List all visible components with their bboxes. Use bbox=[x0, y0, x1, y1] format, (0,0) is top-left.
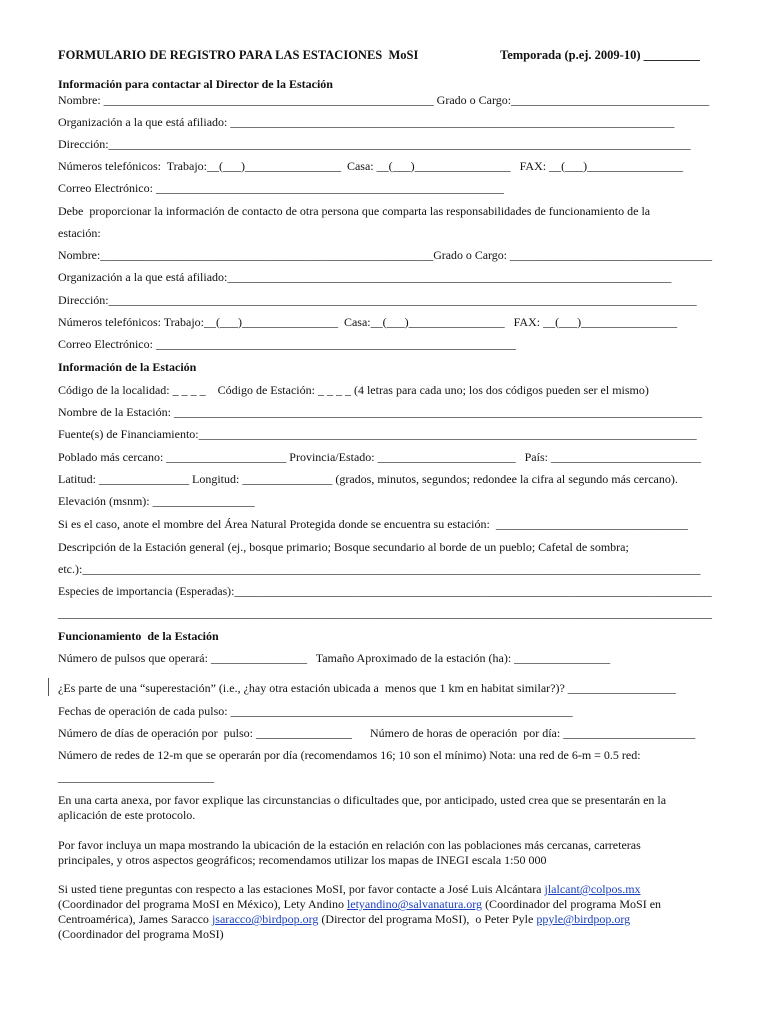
director-address-field[interactable]: Dirección:_________________________________________________________________________________________________ bbox=[58, 137, 691, 151]
species-field-cont[interactable]: _______________________________________________________________________________________________________________ bbox=[58, 606, 713, 620]
contact-line-4: (Coordinador del programa MoSI) bbox=[58, 927, 224, 941]
map-note bbox=[58, 838, 708, 868]
operation-section-heading: Funcionamiento de la Estación bbox=[58, 629, 219, 643]
annex-note-line: aplicación de este protocolo. bbox=[58, 808, 196, 822]
director-email-field[interactable]: Correo Electrónico: __________________________________________________________ bbox=[58, 181, 504, 195]
contact-line-2 bbox=[58, 897, 708, 912]
funding-field[interactable]: Fuente(s) de Financiamiento:___________________________________________________________________________________ bbox=[58, 427, 697, 441]
station-section-heading: Información de la Estación bbox=[58, 360, 197, 374]
text-cursor bbox=[48, 678, 49, 696]
email-link-alcantara[interactable]: jlalcant@colpos.mx bbox=[544, 882, 641, 896]
director-organization-field[interactable]: Organización a la que está afiliado: __________________________________________________________________________ bbox=[58, 115, 675, 129]
form-title: FORMULARIO DE REGISTRO PARA LAS ESTACIONES MoSI bbox=[58, 48, 419, 62]
director-phones-field[interactable]: Números telefónicos: Trabajo:__(___)________________ Casa: __(___)________________ FAX: __(___)________________ bbox=[58, 159, 684, 173]
contact-note bbox=[58, 882, 708, 942]
second-contact-instructions-cont: estación: bbox=[58, 226, 101, 240]
director-name-field[interactable]: Nombre: _______________________________________________________ Grado o Cargo:_________________________________ bbox=[58, 93, 710, 107]
email-link-saracco[interactable]: jsaracco@birdpop.org bbox=[211, 912, 319, 926]
station-description-label: Descripción de la Estación general (ej., bosque primario; Bosque secundario al borde de un pueblo; Cafetal de sombra; bbox=[58, 540, 629, 554]
contact-line-3 bbox=[58, 912, 708, 927]
map-note-line: principales, y otros aspectos geográficos; recomendamos utilizar los mapas de INEGI escala 1:50 000 bbox=[58, 853, 547, 867]
station-description-field[interactable]: etc.):_______________________________________________________________________________________________________ bbox=[58, 562, 701, 576]
location-fields[interactable]: Poblado más cercano: ____________________ Provincia/Estado: _______________________ País: _________________________ bbox=[58, 450, 701, 464]
annex-note bbox=[58, 793, 708, 823]
species-field[interactable]: Especies de importancia (Esperadas):_________________________________________________________________________________ bbox=[58, 584, 712, 598]
contact-text: (Coordinador del programa MoSI en bbox=[482, 897, 662, 911]
lat-lon-fields[interactable]: Latitud: _______________ Longitud: _______________ (grados, minutos, segundos; redondee la cifra al segundo más cercano). bbox=[58, 472, 678, 486]
days-hours-fields[interactable]: Número de días de operación por pulso: ________________ Número de horas de operación por día: ______________________ bbox=[58, 726, 696, 740]
contact-text: (Coordinador del programa MoSI en México), Lety Andino bbox=[58, 897, 347, 911]
contact-text: Si usted tiene preguntas con respecto a las estaciones MoSI, por favor contacte a José Luis Alcántara bbox=[58, 882, 545, 896]
second-phones-field[interactable]: Números telefónicos: Trabajo:__(___)________________ Casa:__(___)________________ FAX: __(___)________________ bbox=[58, 315, 678, 329]
nets-label: Número de redes de 12-m que se operarán por día (recomendamos 16; 10 son el mínimo) Nota: una red de 6-m = 0.5 red: bbox=[58, 748, 641, 762]
second-name-field[interactable]: Nombre:________________________________________________________Grado o Cargo: __________________________________ bbox=[58, 248, 713, 262]
contact-text: (Director del programa MoSI), o Peter Pyle bbox=[318, 912, 537, 926]
nets-field[interactable]: __________________________ bbox=[58, 770, 214, 784]
second-address-field[interactable]: Dirección:__________________________________________________________________________________________________ bbox=[58, 293, 697, 307]
contact-text: Centroamérica), James Saracco bbox=[58, 912, 212, 926]
station-codes-field[interactable]: Código de la localidad: _ _ _ _ Código de Estación: _ _ _ _ (4 letras para cada uno; los dos códigos pueden ser el mismo) bbox=[58, 383, 649, 397]
second-contact-instructions: Debe proporcionar la información de contacto de otra persona que comparta las responsabilidades de funcionamiento de la bbox=[58, 204, 651, 218]
elevation-field[interactable]: Elevación (msnm): _________________ bbox=[58, 494, 255, 508]
second-email-field[interactable]: Correo Electrónico: ____________________________________________________________ bbox=[58, 337, 516, 351]
email-link-andino[interactable]: letyandino@salvanatura.org bbox=[346, 897, 483, 911]
superstation-field[interactable]: ¿Es parte de una “superestación” (i.e., ¿hay otra estación ubicada a menos que 1 km en habitat similar?)? __________________ bbox=[58, 681, 676, 695]
pulses-and-size-fields[interactable]: Número de pulsos que operará: ________________ Tamaño Aproximado de la estación (ha): ________________ bbox=[58, 651, 611, 665]
annex-note-line: En una carta anexa, por favor explique las circunstancias o dificultades que, por anticipado, usted crea que se presentarán en la bbox=[58, 793, 667, 807]
season-field[interactable]: Temporada (p.ej. 2009-10) _________ bbox=[500, 48, 700, 62]
protected-area-field[interactable]: Si es el caso, anote el mombre del Área Natural Protegida donde se encuentra su estación: ________________________________ bbox=[58, 517, 688, 531]
station-name-field[interactable]: Nombre de la Estación: ________________________________________________________________________________________ bbox=[58, 405, 702, 419]
email-link-pyle[interactable]: ppyle@birdpop.org bbox=[536, 912, 631, 926]
pulse-dates-field[interactable]: Fechas de operación de cada pulso: _________________________________________________________ bbox=[58, 704, 573, 718]
map-note-line: Por favor incluya un mapa mostrando la ubicación de la estación en relación con las poblaciones más cercanas, carreteras bbox=[58, 838, 641, 852]
contact-line-1 bbox=[58, 882, 708, 897]
director-section-heading: Información para contactar al Director de la Estación bbox=[58, 77, 333, 91]
second-organization-field[interactable]: Organización a la que está afiliado:__________________________________________________________________________ bbox=[58, 270, 672, 284]
